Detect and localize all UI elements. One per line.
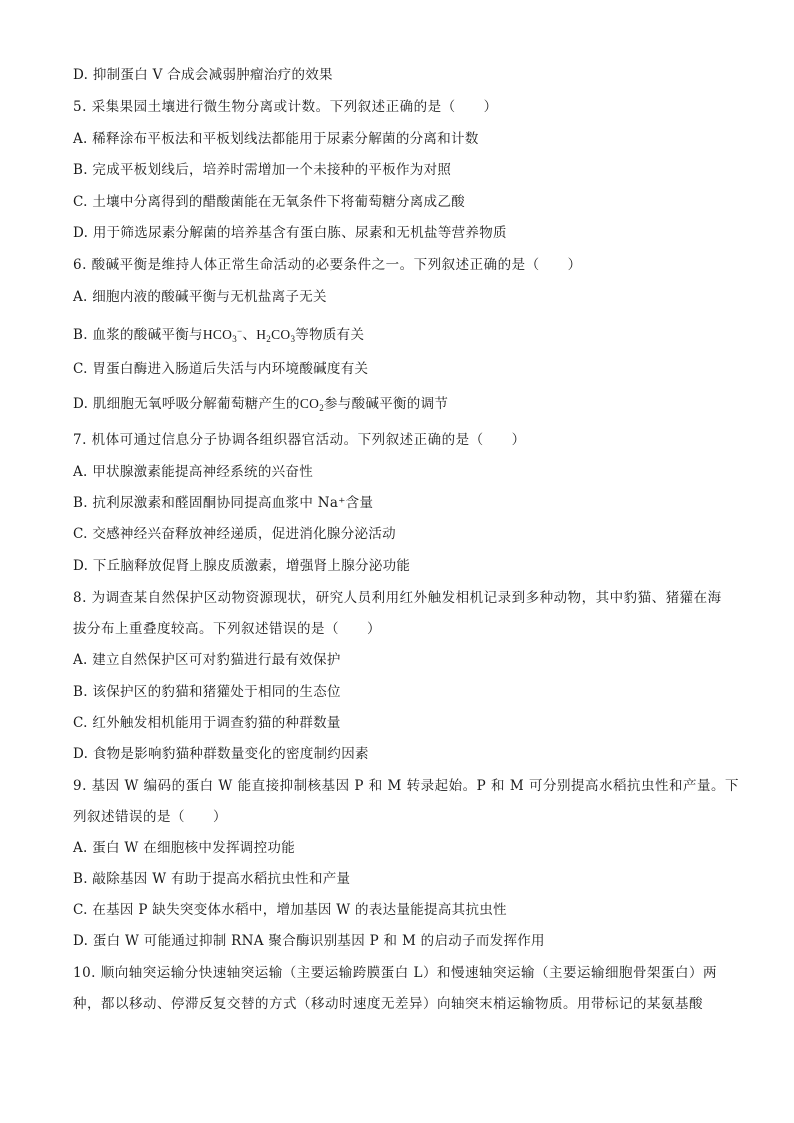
question-10-stem-line1: 10. 顺向轴突运输分快速轴突运输（主要运输跨膜蛋白 L）和慢速轴突运输（主要运输细胞骨架蛋白）两 xyxy=(73,965,718,981)
option-6b-text-1: B. 血浆的酸碱平衡与 xyxy=(73,327,203,343)
question-10-stem-line2: 种，都以移动、停滞反复交替的方式（移动时速度无差异）向轴突末梢运输物质。用带标记的某氨基酸 xyxy=(73,996,703,1012)
option-6d-text-1: D. 肌细胞无氧呼吸分解葡萄糖产生的 xyxy=(73,396,300,412)
option-5c: C. 土壤中分离得到的醋酸菌能在无氧条件下将葡萄糖分离成乙酸 xyxy=(73,194,465,210)
option-7c: C. 交感神经兴奋释放神经递质，促进消化腺分泌活动 xyxy=(73,526,396,542)
option-6a: A. 细胞内液的酸碱平衡与无机盐离子无关 xyxy=(73,289,327,305)
option-8a: A. 建立自然保护区可对豹猫进行最有效保护 xyxy=(73,652,341,668)
option-9a: A. 蛋白 W 在细胞核中发挥调控功能 xyxy=(73,840,295,856)
option-8c: C. 红外触发相机能用于调查豹猫的种群数量 xyxy=(73,715,341,731)
formula-hco3: $HCO_3^-$ xyxy=(202,326,243,344)
question-9-stem-line1: 9. 基因 W 编码的蛋白 W 能直接抑制核基因 P 和 M 转录起始。P 和 M 可分别提高水稻抗虫性和产量。下 xyxy=(73,778,739,794)
option-5b: B. 完成平板划线后，培养时需增加一个未接种的平板作为对照 xyxy=(73,162,452,178)
option-5a: A. 稀释涂布平板法和平板划线法都能用于尿素分解菌的分离和计数 xyxy=(73,131,479,147)
question-7-stem: 7. 机体可通过信息分子协调各组织器官活动。下列叙述正确的是（ ） xyxy=(73,432,526,448)
formula-co2: $CO_2$ xyxy=(299,396,324,413)
question-8-stem-line1: 8. 为调查某自然保护区动物资源现状，研究人员利用红外触发相机记录到多种动物，其中豹猫、猪獾在海 xyxy=(73,590,722,606)
option-4d: D. 抑制蛋白 V 合成会减弱肿瘤治疗的效果 xyxy=(73,67,333,83)
option-6d xyxy=(73,395,733,417)
option-6c: C. 胃蛋白酶进入肠道后失活与内环境酸碱度有关 xyxy=(73,361,369,377)
option-8d: D. 食物是影响豹猫种群数量变化的密度制约因素 xyxy=(73,746,369,762)
option-6b-text-2: 等物质有关 xyxy=(295,327,365,343)
option-6d-text-2: 参与酸碱平衡的调节 xyxy=(324,396,449,412)
option-7a: A. 甲状腺激素能提高神经系统的兴奋性 xyxy=(73,464,314,480)
option-6b xyxy=(73,322,733,348)
option-9c: C. 在基因 P 缺失突变体水稻中，增加基因 W 的表达量能提高其抗虫性 xyxy=(73,902,507,918)
formula-h2co3: $H_2CO_3$ xyxy=(256,327,296,344)
question-6-stem: 6. 酸碱平衡是维持人体正常生命活动的必要条件之一。下列叙述正确的是（ ） xyxy=(73,257,582,273)
option-9d: D. 蛋白 W 可能通过抑制 RNA 聚合酶识别基因 P 和 M 的启动子而发挥作用 xyxy=(73,933,545,949)
option-6b-separator: 、 xyxy=(242,327,257,343)
option-9b: B. 敲除基因 W 有助于提高水稻抗虫性和产量 xyxy=(73,871,351,887)
question-9-stem-line2: 列叙述错误的是（ ） xyxy=(73,809,227,825)
question-5-stem: 5. 采集果园土壤进行微生物分离或计数。下列叙述正确的是（ ） xyxy=(73,99,498,115)
question-8-stem-line2: 拔分布上重叠度较高。下列叙述错误的是（ ） xyxy=(73,621,381,637)
option-5d: D. 用于筛选尿素分解菌的培养基含有蛋白胨、尿素和无机盐等营养物质 xyxy=(73,225,507,241)
option-8b: B. 该保护区的豹猫和猪獾处于相同的生态位 xyxy=(73,684,341,700)
option-7d: D. 下丘脑释放促肾上腺皮质激素，增强肾上腺分泌功能 xyxy=(73,558,411,574)
option-7b: B. 抗利尿激素和醛固酮协同提高血浆中 Na⁺含量 xyxy=(73,495,374,511)
